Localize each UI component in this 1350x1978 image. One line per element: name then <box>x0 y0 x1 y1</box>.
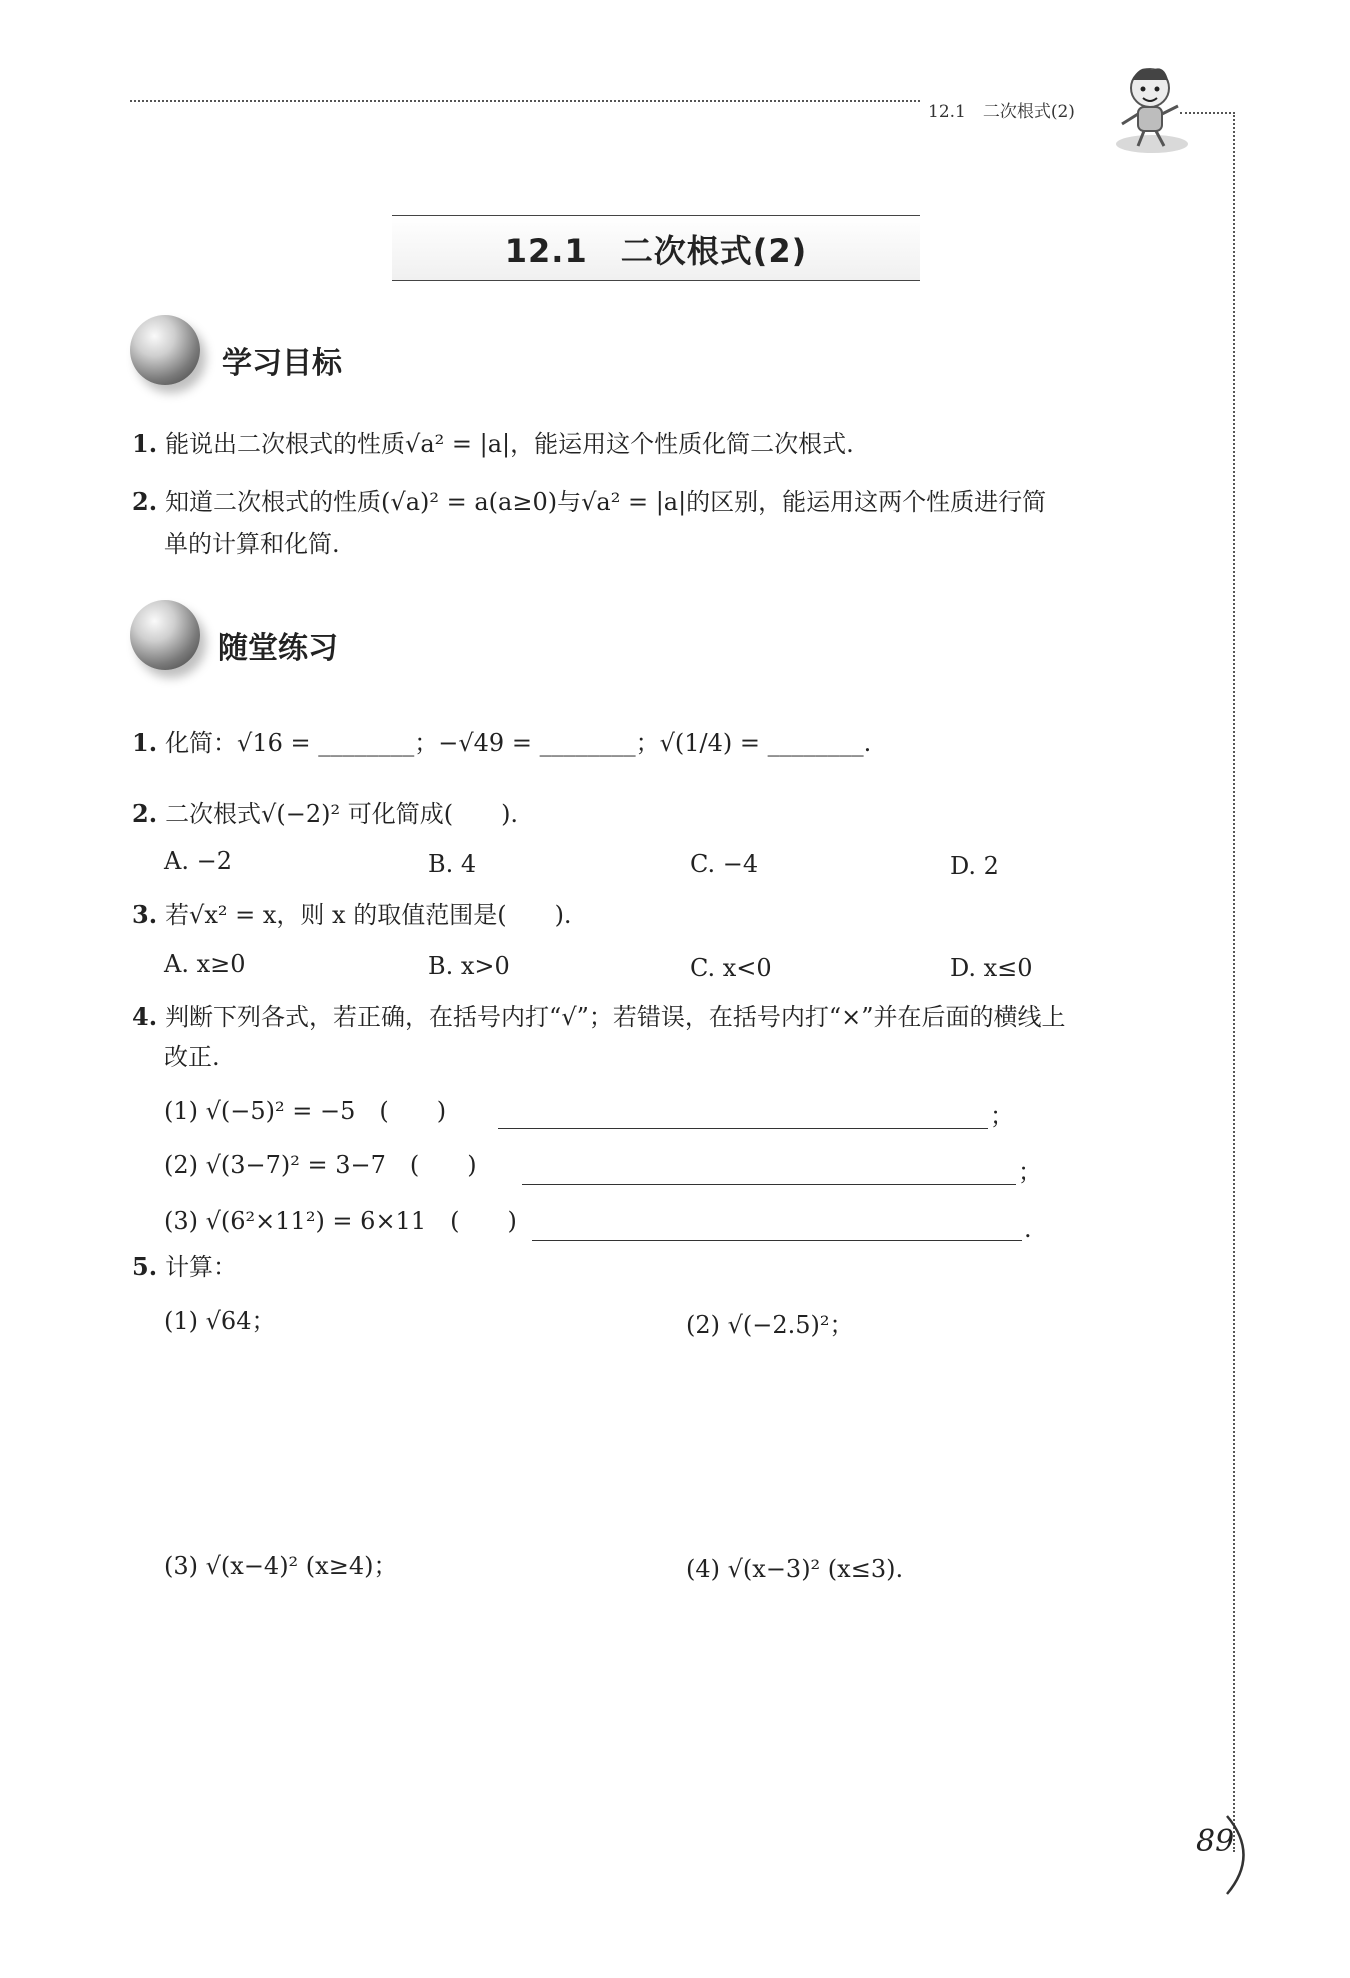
q3-option-c: C. x<0 <box>690 954 772 982</box>
goal-item-2-continuation: 单的计算和化简. <box>164 530 340 558</box>
margin-dotted-rule <box>1233 112 1235 1852</box>
q4-item-1-answer-line[interactable] <box>498 1128 988 1129</box>
goal-item-1-text: 能说出二次根式的性质√a² = |a|，能运用这个性质化简二次根式. <box>165 430 854 458</box>
goal-item-1-number: 1. <box>132 429 158 458</box>
question-5 <box>132 1248 237 1286</box>
q4-item-1: (1) √(−5)² = −5 ( ) <box>164 1097 447 1125</box>
q2-option-a: A. −2 <box>164 847 232 875</box>
q2-option-c: C. −4 <box>690 850 759 878</box>
question-2 <box>132 795 518 833</box>
q2-option-b: B. 4 <box>428 850 477 878</box>
question-5-number: 5. <box>132 1252 158 1281</box>
q4-item-2-answer-line[interactable] <box>522 1184 1016 1185</box>
goal-item-2-text: 知道二次根式的性质(√a)² = a(a≥0)与√a² = |a|的区别，能运用这两个性质进行简 <box>165 488 1047 516</box>
section-globe-icon <box>130 600 200 670</box>
q4-item-1-end: ； <box>990 1102 1014 1130</box>
question-1 <box>132 724 871 762</box>
page-title: 12.1 二次根式(2) <box>504 232 808 270</box>
question-4-text: 判断下列各式，若正确，在括号内打“√”；若错误，在括号内打“×”并在后面的横线上 <box>165 1003 1066 1031</box>
question-3 <box>132 896 572 934</box>
question-4-number: 4. <box>132 1002 158 1031</box>
question-5-text: 计算： <box>165 1253 238 1281</box>
q5-item-1: (1) √64； <box>164 1307 276 1335</box>
q3-option-b: B. x>0 <box>428 952 510 980</box>
q3-option-a: A. x≥0 <box>164 950 246 978</box>
question-3-number: 3. <box>132 900 158 929</box>
q4-item-3: (3) √(6²×11²) = 6×11 ( ) <box>164 1207 517 1235</box>
goals-heading: 学习目标 <box>222 346 342 381</box>
q5-item-2: (2) √(−2.5)²； <box>686 1311 854 1339</box>
question-3-text: 若√x² = x，则 x 的取值范围是( ). <box>165 901 572 929</box>
q4-item-3-answer-line[interactable] <box>532 1240 1022 1241</box>
page-number: 89 <box>1196 1824 1235 1859</box>
goal-item-2 <box>132 483 1046 521</box>
q4-item-2: (2) √(3−7)² = 3−7 ( ) <box>164 1151 477 1179</box>
goal-item-2-number: 2. <box>132 487 158 516</box>
q5-item-3: (3) √(x−4)² (x≥4)； <box>164 1552 398 1580</box>
goal-item-1 <box>132 425 854 463</box>
question-1-number: 1. <box>132 728 158 757</box>
question-4 <box>132 998 1066 1036</box>
q5-item-4: (4) √(x−3)² (x≤3). <box>686 1555 904 1583</box>
header-dotted-rule <box>130 100 920 102</box>
mascot-illustration <box>1110 62 1190 157</box>
q4-item-3-end: . <box>1024 1215 1032 1243</box>
question-2-number: 2. <box>132 799 158 828</box>
running-title: 12.1 二次根式(2) <box>928 102 1075 122</box>
question-2-text: 二次根式√(−2)² 可化简成( ). <box>165 800 519 828</box>
question-1-text: 化简：√16 = ________；−√49 = ________；√(1/4) = ________. <box>165 729 872 757</box>
q3-option-d: D. x≤0 <box>950 954 1033 982</box>
question-4-continuation: 改正. <box>164 1043 220 1071</box>
q4-item-2-end: ； <box>1018 1158 1042 1186</box>
q2-option-d: D. 2 <box>950 852 999 880</box>
practice-heading: 随堂练习 <box>218 631 338 666</box>
section-ball-icon <box>130 315 200 385</box>
